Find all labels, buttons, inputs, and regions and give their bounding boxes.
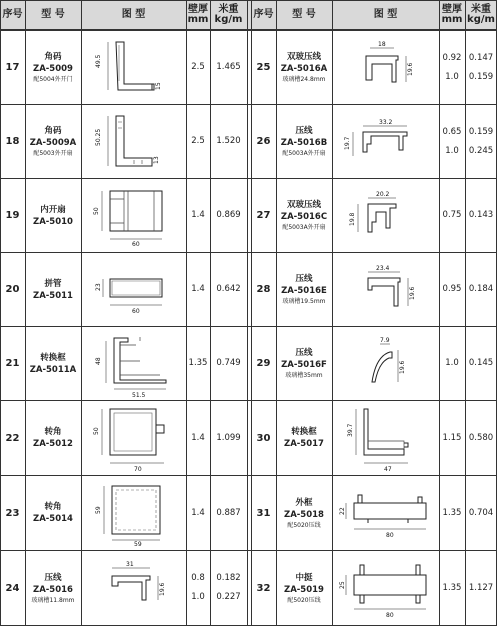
profile-note: 配5003外开扇 (33, 150, 73, 157)
profile-drawing (332, 105, 439, 178)
thickness-value: 2.5 (191, 136, 205, 146)
profile-name: 拼管 (44, 278, 62, 289)
row-model (25, 551, 81, 625)
dimension-label: 59 (94, 506, 102, 514)
row-model (276, 551, 332, 625)
profile-section-svg (94, 185, 174, 247)
profile-note: 玻璃槽11.8mm (31, 596, 75, 604)
weight-value: 0.580 (468, 432, 494, 443)
profile-code: ZA-5016A (280, 64, 328, 74)
thickness-value: 1.4 (191, 284, 205, 294)
meter-weight (465, 476, 497, 550)
profile-code: ZA-5016B (280, 138, 328, 148)
row-seq-number: 20 (5, 284, 20, 295)
meter-weight (210, 401, 247, 475)
meter-weight (465, 401, 497, 475)
dimension-label: 39.7 (346, 423, 354, 437)
header-figure-right: 图 型 (373, 8, 398, 20)
thickness-value: 1.0 (445, 358, 459, 368)
profile-drawing (81, 105, 186, 178)
dimension-label: 60 (131, 307, 140, 315)
profile-name: 压线 (295, 348, 313, 358)
dimension-label: 50.25 (94, 128, 102, 146)
thickness-value: 1.0 (445, 71, 459, 82)
profile-drawing (81, 551, 186, 625)
dimension-label: 18 (377, 40, 386, 48)
profile-drawing (81, 327, 186, 400)
weight-value: 0.143 (468, 210, 494, 220)
profile-note: 玻璃槽19.5mm (282, 298, 326, 305)
profile-name: 转换框 (291, 427, 317, 437)
thickness-value: 0.65 (442, 126, 462, 137)
wall-thickness (439, 179, 465, 252)
dimension-label: 50 (92, 206, 100, 215)
dimension-label: 50 (92, 427, 100, 435)
weight-value: 1.099 (216, 432, 241, 443)
profile-section-svg (346, 405, 426, 471)
row-model (25, 179, 81, 252)
row-model (276, 179, 332, 252)
profile-code: ZA-5009 (33, 64, 73, 74)
weight-value: 1.520 (216, 136, 241, 146)
thickness-value: 1.0 (191, 592, 205, 602)
header-thickness-left: 壁厚 mm (187, 3, 209, 25)
weight-value: 0.182 (216, 573, 241, 583)
dimension-label: 19.6 (406, 62, 414, 76)
profile-drawing (332, 401, 439, 475)
wall-thickness (439, 105, 465, 178)
profile-code: ZA-5009A (29, 138, 77, 148)
profile-name: 角码 (44, 126, 62, 136)
row-model (276, 105, 332, 178)
profile-drawing (332, 327, 439, 400)
profile-name: 中挺 (295, 572, 313, 583)
thickness-value: 0.75 (442, 210, 462, 220)
header-weight-right: 米重 kg/m (467, 3, 495, 25)
profile-note: 配5003A外开扇 (282, 224, 326, 231)
wall-thickness (186, 253, 210, 326)
profile-note: 配5020压线 (287, 521, 321, 529)
meter-weight (210, 105, 247, 178)
weight-value: 0.704 (468, 507, 494, 518)
weight-value: 0.159 (468, 126, 494, 137)
profile-code: ZA-5016 (33, 584, 73, 595)
row-model (276, 327, 332, 400)
dimension-label: 20.2 (375, 190, 389, 198)
dimension-label: 25 (338, 581, 346, 589)
thickness-value: 0.8 (191, 573, 205, 583)
profile-code: ZA-5016F (281, 360, 327, 370)
dimension-label: 51.5 (131, 391, 145, 399)
wall-thickness (439, 253, 465, 326)
row-seq-number: 24 (5, 582, 20, 594)
profile-name: 内开扇 (40, 204, 66, 215)
thickness-value: 1.35 (442, 582, 462, 593)
meter-weight (210, 253, 247, 326)
wall-thickness (439, 401, 465, 475)
dimension-label: 49.5 (94, 54, 102, 68)
dimension-label: 19.7 (343, 136, 351, 150)
row-seq-number: 18 (5, 136, 20, 147)
meter-weight (210, 551, 247, 625)
meter-weight (210, 476, 247, 550)
row-seq-number: 17 (5, 62, 20, 73)
header-weight-left: 米重 kg/m (214, 3, 243, 25)
meter-weight (465, 327, 497, 400)
profile-drawing (332, 253, 439, 326)
profile-name: 角码 (44, 52, 62, 62)
row-seq-number: 28 (256, 284, 271, 295)
profile-section-svg (94, 112, 174, 172)
profile-code: ZA-5016C (280, 212, 328, 222)
profile-name: 转角 (44, 427, 62, 437)
profile-section-svg (94, 38, 174, 98)
dimension-label: 80 (385, 612, 394, 619)
row-seq-number: 21 (5, 358, 20, 369)
dimension-label: 31 (125, 561, 134, 568)
profile-note: 配5004外开门 (33, 76, 73, 83)
meter-weight (465, 179, 497, 252)
row-model (25, 253, 81, 326)
row-model (25, 401, 81, 475)
wall-thickness (186, 476, 210, 550)
wall-thickness (439, 31, 465, 104)
thickness-value: 1.4 (191, 210, 205, 220)
weight-value: 0.147 (468, 52, 494, 63)
thickness-value: 0.95 (442, 284, 462, 294)
dimension-label: 19.6 (398, 360, 406, 374)
weight-value: 0.245 (468, 145, 494, 156)
profile-name: 双玻压线 (286, 200, 321, 210)
profile-drawing (81, 401, 186, 475)
thickness-value: 1.4 (191, 432, 205, 443)
row-seq-number: 27 (256, 210, 271, 221)
profile-code: ZA-5011A (29, 364, 77, 375)
profile-section-svg (341, 112, 431, 172)
thickness-value: 0.92 (442, 52, 462, 63)
thickness-value: 1.0 (445, 145, 459, 156)
profile-name: 双玻压线 (286, 52, 321, 62)
row-seq-number: 19 (5, 210, 20, 221)
row-seq-number: 25 (256, 62, 271, 73)
profile-section-svg (94, 265, 174, 315)
profile-name: 压线 (44, 572, 62, 583)
profile-drawing (81, 179, 186, 252)
profile-drawing (81, 476, 186, 550)
dimension-label: 19.6 (158, 582, 166, 596)
header-figure-left: 图 型 (121, 8, 146, 20)
dimension-label: 7.9 (379, 336, 390, 344)
profile-drawing (332, 31, 439, 104)
dimension-label: 59 (133, 541, 142, 548)
row-seq-number: 23 (5, 507, 20, 519)
weight-value: 1.127 (468, 582, 494, 593)
thickness-value: 2.5 (191, 62, 205, 72)
profile-section-svg (94, 558, 174, 618)
profile-note: 玻璃槽24.8mm (282, 76, 326, 83)
row-seq-number: 32 (256, 582, 271, 594)
dimension-label: 15 (154, 81, 162, 90)
profile-code: ZA-5010 (33, 216, 73, 227)
thickness-value: 1.15 (442, 432, 462, 443)
thickness-value: 1.4 (191, 507, 205, 518)
profile-note: 配5003A外开扇 (282, 150, 326, 157)
profile-name: 外框 (295, 497, 313, 508)
profile-code: ZA-5016E (281, 286, 327, 296)
dimension-label: 13 (152, 155, 160, 164)
profile-drawing (332, 551, 439, 625)
meter-weight (210, 31, 247, 104)
weight-value: 0.227 (216, 592, 241, 602)
wall-thickness (186, 327, 210, 400)
dimension-label: 80 (385, 532, 394, 539)
weight-value: 0.642 (216, 284, 241, 294)
weight-value: 0.184 (468, 284, 494, 294)
dimension-label: 60 (131, 240, 140, 248)
row-seq-number: 31 (256, 507, 271, 519)
profile-code: ZA-5017 (284, 439, 324, 449)
profile-code: ZA-5018 (284, 509, 324, 520)
row-model (276, 476, 332, 550)
profile-section-svg (338, 557, 434, 619)
profile-code: ZA-5012 (33, 439, 73, 449)
weight-value: 0.749 (216, 358, 241, 368)
profile-section-svg (94, 405, 174, 471)
wall-thickness (186, 551, 210, 625)
dimension-label: 23.4 (375, 264, 389, 272)
meter-weight (210, 179, 247, 252)
dimension-label: 47 (383, 466, 392, 473)
row-model (276, 31, 332, 104)
profile-code: ZA-5014 (33, 514, 73, 524)
row-seq-number: 30 (256, 432, 271, 444)
header-seq-left: 序号 (2, 8, 23, 20)
row-model (25, 105, 81, 178)
wall-thickness (439, 551, 465, 625)
row-seq-number: 29 (256, 358, 271, 369)
header-seq-right: 序号 (253, 8, 274, 20)
row-model (276, 401, 332, 475)
profile-drawing (332, 476, 439, 550)
weight-value: 0.159 (468, 71, 494, 82)
header-thickness-right: 壁厚 mm (441, 3, 463, 25)
profile-drawing (81, 31, 186, 104)
dimension-label: 19.8 (348, 212, 356, 226)
weight-value: 0.145 (468, 358, 494, 368)
dimension-label: 19.6 (408, 286, 416, 300)
profile-section-svg (346, 260, 426, 320)
wall-thickness (439, 476, 465, 550)
profile-note: 玻璃槽35mm (285, 372, 323, 379)
profile-code: ZA-5011 (33, 290, 73, 301)
meter-weight (210, 327, 247, 400)
wall-thickness (186, 179, 210, 252)
dimension-label: 48 (94, 356, 102, 365)
wall-thickness (186, 401, 210, 475)
row-model (25, 327, 81, 400)
header-model-right: 型 号 (292, 8, 316, 20)
profile-name: 压线 (295, 274, 313, 284)
profile-drawing (332, 179, 439, 252)
profile-section-svg (346, 334, 426, 394)
dimension-label: 33.2 (378, 118, 392, 126)
weight-value: 1.465 (216, 62, 241, 72)
meter-weight (465, 105, 497, 178)
profile-name: 转角 (44, 502, 62, 512)
dimension-label: 22 (338, 507, 346, 515)
thickness-value: 1.35 (188, 358, 208, 368)
row-model (25, 31, 81, 104)
profile-section-svg (346, 38, 426, 98)
header-model-left: 型 号 (41, 8, 65, 20)
wall-thickness (439, 327, 465, 400)
profile-note: 配5020压线 (287, 596, 321, 604)
weight-value: 0.869 (216, 210, 241, 220)
profile-section-svg (338, 483, 434, 543)
wall-thickness (186, 105, 210, 178)
meter-weight (465, 31, 497, 104)
weight-value: 0.887 (216, 507, 241, 518)
thickness-value: 1.35 (442, 507, 462, 518)
meter-weight (465, 551, 497, 625)
profile-section-svg (94, 331, 174, 397)
row-model (276, 253, 332, 326)
wall-thickness (186, 31, 210, 104)
profile-section-svg (346, 186, 426, 246)
profile-name: 转换框 (40, 352, 66, 363)
dimension-label: 70 (133, 466, 142, 473)
dimension-label: 23 (94, 282, 102, 291)
profile-code: ZA-5019 (284, 584, 324, 595)
row-seq-number: 26 (256, 136, 271, 147)
row-model (25, 476, 81, 550)
profile-name: 压线 (295, 126, 313, 136)
profile-section-svg (94, 480, 174, 546)
meter-weight (465, 253, 497, 326)
profile-drawing (81, 253, 186, 326)
row-seq-number: 22 (5, 432, 20, 444)
